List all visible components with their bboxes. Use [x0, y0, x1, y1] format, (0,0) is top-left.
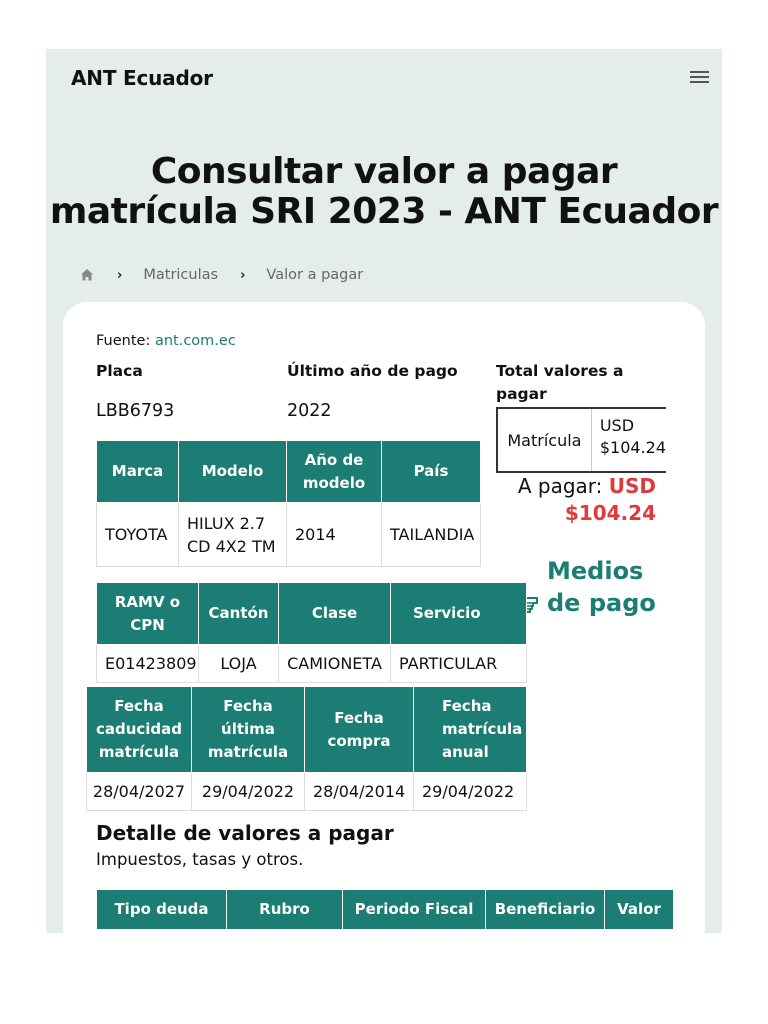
placa-value: LBB6793	[96, 401, 175, 421]
table1-cell-marca: TOYOTA	[97, 503, 179, 567]
detail-header-valor: Valor	[605, 890, 674, 930]
detail-header-periodo-fiscal: Periodo Fiscal	[343, 890, 486, 930]
table1-header-anio: Año de modelo	[287, 441, 382, 503]
table3-header-ultima: Fecha última matrícula	[192, 687, 305, 773]
chevron-right-icon: ›	[240, 267, 246, 283]
vehicle-table-1	[96, 440, 480, 568]
detail-header-tipo-deuda: Tipo deuda	[97, 890, 227, 930]
table2-header-canton: Cantón	[199, 583, 279, 645]
table3-header-compra: Fecha compra	[305, 687, 414, 773]
ultimo-pago-label: Último año de pago	[287, 362, 458, 380]
page-title-line-2: matrícula SRI 2023 - ANT Ecuador	[49, 191, 719, 232]
table1-cell-modelo: HILUX 2.7 CD 4X2 TM	[179, 503, 287, 567]
total-matricula-value: $104.24	[599, 438, 666, 457]
vehicle-table-2	[96, 582, 498, 686]
ultimo-pago-value: 2022	[287, 401, 332, 421]
a-pagar-currency: USD	[608, 474, 656, 498]
top-navbar	[46, 49, 722, 107]
detail-header-rubro: Rubro	[227, 890, 343, 930]
medios-de-pago-label: Medios de pago	[547, 557, 656, 617]
total-matricula-label: Matrícula	[498, 409, 592, 471]
table2-cell-servicio: PARTICULAR	[391, 645, 527, 683]
table1-header-modelo: Modelo	[179, 441, 287, 503]
table2-cell-clase: CAMIONETA	[279, 645, 391, 683]
table2-cell-ramv: E01423809	[97, 645, 199, 683]
table2-header-servicio: Servicio	[391, 583, 527, 645]
a-pagar-label: A pagar:	[517, 474, 603, 498]
table3-cell-anual: 29/04/2022	[414, 773, 527, 811]
table1-cell-pais: TAILANDIA	[382, 503, 481, 567]
a-pagar-amount: $104.24	[564, 501, 656, 525]
placa-label: Placa	[96, 362, 143, 380]
chevron-right-icon: ›	[117, 267, 123, 283]
table2-header-ramv: RAMV o CPN	[97, 583, 199, 645]
total-valores-table	[496, 407, 666, 473]
result-card	[63, 302, 705, 1002]
home-icon[interactable]	[79, 267, 95, 283]
table1-header-pais: País	[382, 441, 481, 503]
table1-header-marca: Marca	[97, 441, 179, 503]
table3-header-caducidad: Fecha caducidad matrícula	[87, 687, 192, 773]
brand-logo-text[interactable]: ANT Ecuador	[71, 66, 213, 90]
table3-cell-caducidad: 28/04/2027	[87, 773, 192, 811]
source-link[interactable]: ant.com.ec	[154, 333, 236, 349]
total-matricula-amount	[592, 409, 666, 471]
total-valores-label: Total valores a pagar	[496, 362, 624, 403]
hamburger-menu-icon[interactable]	[690, 71, 710, 85]
table3-cell-compra: 28/04/2014	[305, 773, 414, 811]
breadcrumb-item-valor-a-pagar: Valor a pagar	[266, 267, 364, 283]
source-label: Fuente:	[96, 333, 151, 349]
total-matricula-currency: USD	[599, 416, 635, 435]
table2-header-clase: Clase	[279, 583, 391, 645]
detail-table	[96, 889, 673, 929]
detail-section-subtitle: Impuestos, tasas y otros.	[96, 850, 304, 869]
table3-header-anual: Fecha matrícula anual	[414, 687, 527, 773]
source-line	[96, 333, 236, 349]
table1-cell-anio: 2014	[287, 503, 382, 567]
page-title	[46, 152, 722, 232]
page-title-line-1: Consultar valor a pagar	[150, 151, 618, 192]
detail-section-title: Detalle de valores a pagar	[96, 821, 394, 845]
a-pagar-total	[496, 473, 656, 527]
table3-cell-ultima: 29/04/2022	[192, 773, 305, 811]
vehicle-table-3	[92, 686, 523, 812]
detail-header-beneficiario: Beneficiario	[486, 890, 605, 930]
breadcrumb	[79, 263, 363, 287]
breadcrumb-item-matriculas[interactable]: Matriculas	[143, 267, 219, 283]
table2-cell-canton: LOJA	[199, 645, 279, 683]
page-frame	[46, 49, 722, 933]
